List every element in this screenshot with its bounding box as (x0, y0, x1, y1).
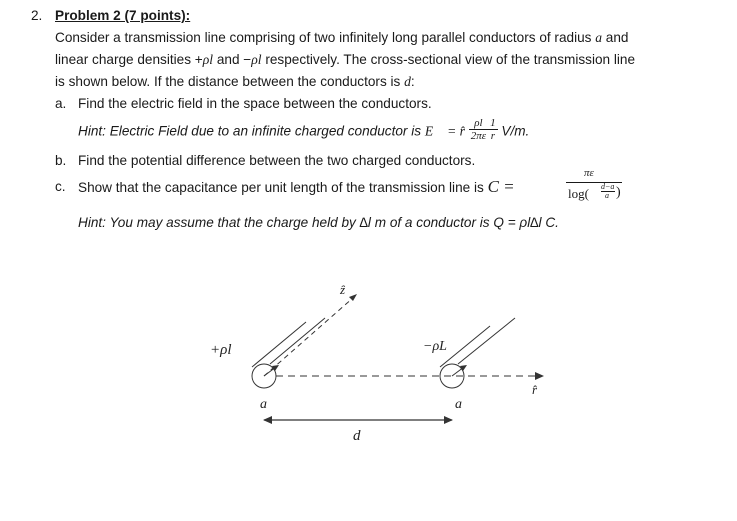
hint-den2: r (490, 130, 495, 142)
part-a-marker: a. (55, 96, 67, 111)
left-charge-label: +ρl (210, 342, 232, 358)
hint-unit: V/m. (501, 123, 530, 139)
distance-symbol: d (404, 74, 411, 89)
part-a-text: Find the electric field in the space between the conductors. (78, 96, 432, 111)
cap-log: log( (568, 186, 589, 201)
z-label: ẑ (340, 282, 346, 297)
distance-label: d (353, 428, 361, 444)
right-line-lower (458, 318, 515, 364)
left-line-lower (252, 322, 306, 367)
capacitance-lhs: C = (487, 177, 515, 196)
part-b-text: Find the potential difference between the two charged conductors. (78, 153, 476, 168)
hint-num2: 1 (490, 117, 496, 129)
r-arrowhead (535, 372, 544, 380)
radius-symbol: a (595, 30, 603, 45)
right-line-upper (440, 326, 490, 367)
problem-title: Problem 2 (7 points): (55, 8, 191, 23)
rho-symbol: ρl (251, 52, 262, 67)
left-radius-label: a (260, 397, 267, 412)
cap-inner-den: a (605, 191, 609, 200)
d-arrowhead-right (444, 416, 453, 424)
r-label: r̂ (532, 382, 538, 397)
cap-close: ) (616, 185, 621, 200)
cap-num: πε (584, 167, 594, 179)
z-arrowhead (349, 294, 357, 301)
intro-text: is shown below. If the distance between the conductors is (55, 74, 405, 89)
cap-inner-num: d−a (601, 182, 615, 191)
right-radius-label: a (455, 397, 462, 412)
part-c-marker: c. (55, 179, 66, 194)
intro-text: : (410, 74, 415, 89)
hint-num: ρl (469, 118, 488, 130)
intro-text: linear charge densities + (55, 52, 203, 67)
intro-text: and − (213, 52, 252, 67)
hint-den: 2πε (470, 130, 487, 142)
z-axis (264, 297, 354, 376)
problem-number: 2. (31, 8, 43, 23)
intro-text: respectively. The cross-sectional view of the transmission line (261, 52, 636, 67)
d-arrowhead-left (263, 416, 272, 424)
part-b-marker: b. (55, 153, 67, 168)
hint-prefix: Hint: Electric Field due to an infinite charged conductor is (78, 123, 425, 139)
hint-field-lhs: E⃗ = r̂ (424, 123, 465, 139)
left-line-upper (270, 318, 325, 364)
hint-2: Hint: You may assume that the charge held by ∆l m of a conductor is Q = ρl∆l C. (78, 215, 559, 230)
part-c-body: Show that the capacitance per unit length of the transmission line is (78, 180, 488, 195)
rho-symbol: ρl (202, 52, 214, 67)
intro-text: Consider a transmission line comprising of two infinitely long parallel conductors of radius (55, 30, 596, 45)
intro-text: and (602, 30, 629, 45)
right-charge-label: −ρL (423, 339, 447, 354)
